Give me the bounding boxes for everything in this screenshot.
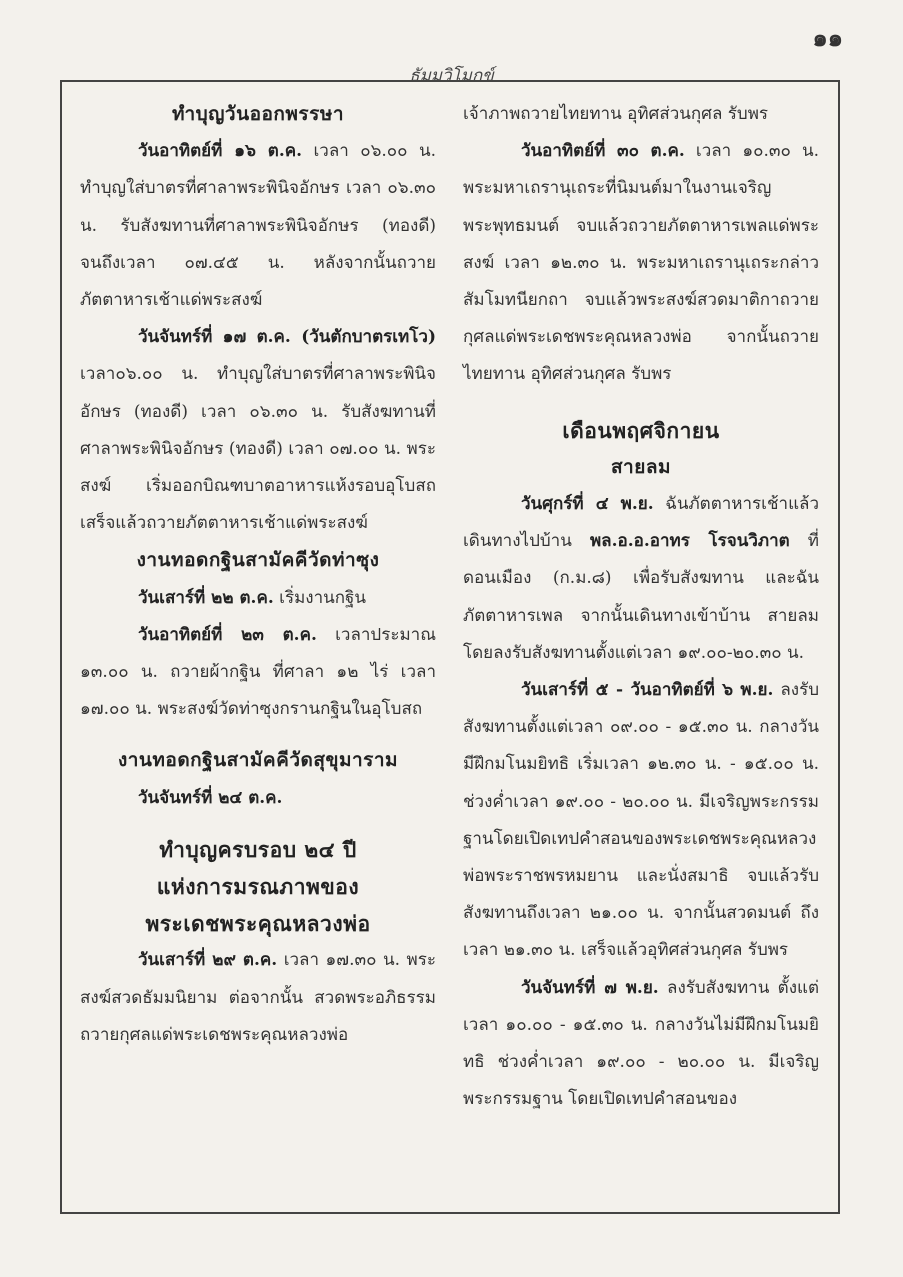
date-label: วันจันทร์ที่ ๒๔ ต.ค. (138, 787, 283, 808)
paragraph (80, 617, 436, 729)
date-label: วันอาทิตย์ที่ ๒๓ ต.ค. (138, 624, 317, 645)
heading-end-of-lent: ทำบุญวันออกพรรษา (171, 103, 345, 125)
date-label: วันศุกร์ที่ ๔ พ.ย. (521, 494, 654, 515)
paragraph (80, 319, 436, 542)
heading-sailom: สายลม (610, 455, 672, 478)
date-label: วันอาทิตย์ที่ ๓๐ ต.ค. (521, 141, 685, 162)
date-label: วันเสาร์ที่ ๒๙ ต.ค. (138, 950, 278, 971)
paragraph: เจ้าภาพถวายไทยทาน อุทิศส่วนกุศล รับพร (463, 104, 769, 124)
paragraph-text: เวลาประมาณ ๑๓.๐๐ น. ถวายผ้ากฐิน ที่ศาลา ๑๒ ไร่ เวลา ๑๗.๐๐ น. พระสงฆ์วัดท่าซุงกรานกฐินในอุโบสถ (80, 624, 436, 720)
date-label: วันอาทิตย์ที่ ๑๖ ต.ค. (138, 141, 303, 162)
paragraph-text: เวลา๐๖.๐๐ น. ทำบุญใส่บาตรที่ศาลาพระพินิจอักษร (ทองดี) เวลา ๐๖.๓๐ น. รับสังฆทานที่ศาลาพระพินิจอักษร (ทองดี) เวลา ๐๗.๐๐ น. พระสงฆ์ เริ่มออกบิณฑบาตอาหารแห้งรอบอุโบสถ เสร็จแล้วถวายภัตตาหารเช้าแด่พระสงฆ์ (80, 364, 436, 534)
paragraph-text: ลงรับสังฆทานตั้งแต่เวลา ๐๙.๐๐ - ๑๕.๓๐ น. กลางวัน มีฝึกมโนมยิทธิ เริ่มเวลา ๑๒.๓๐ น. - ๑๕.๐๐ น. ช่วงค่ำเวลา ๑๙.๐๐ - ๒๐.๐๐ น. มีเจริญพระกรรมฐานโดยเปิดเทปคำสอนของพระเดชพระคุณหลวงพ่อพระราชพรหมยาน และนั่งสมาธิ จบแล้วรับสังฆทานถึงเวลา ๒๑.๐๐ น. จากนั้นสวดมนต์ ถึงเวลา ๒๑.๓๐ น. เสร็จแล้วอุทิศส่วนกุศล รับพร (463, 680, 819, 961)
paragraph (463, 672, 819, 970)
running-title: ธัมมวิโมกข์ (409, 66, 494, 86)
paragraph-text: ลงรับสังฆทาน ตั้งแต่เวลา ๑๐.๐๐ - ๑๕.๓๐ น. กลางวันไม่มีฝึกมโนมยิทธิ ช่วงค่ำเวลา ๑๙.๐๐ - ๒๐.๐๐ น. มีเจริญพระกรรมฐาน โดยเปิดเทปคำสอนของ (463, 977, 819, 1110)
left-column (80, 96, 436, 1054)
heading-anniversary-line-1: ทำบุญครบรอบ ๒๔ ปี (159, 836, 357, 862)
heading-kathina-sukhumaram: งานทอดกฐินสามัคคีวัดสุขุมาราม (117, 749, 399, 772)
paragraph-text: เริ่มงานกฐิน (273, 587, 367, 608)
person-name: พล.อ.อ.อาทร โรจนวิภาต (589, 531, 790, 552)
paragraph-text: เวลา ๐๖.๐๐ น. ทำบุญใส่บาตรที่ศาลาพระพินิจอักษร เวลา ๐๖.๓๐ น. รับสังฆทานที่ศาลาพระพินิจอักษร (ทองดี) จนถึงเวลา ๐๗.๔๕ น. หลังจากนั้นถวายภัตตาหารเช้าแด่พระสงฆ์ (80, 141, 436, 311)
page-number: ๑๑ (812, 23, 843, 52)
paragraph (80, 942, 436, 1054)
heading-anniversary-line-3: พระเดชพระคุณหลวงพ่อ (145, 911, 371, 937)
paragraph-text: เวลา ๑๐.๓๐ น. พระมหาเถรานุเถระที่นิมนต์มาในงานเจริญพระพุทธมนต์ จบแล้วถวายภัตตาหารเพลแด่พระสงฆ์ เวลา ๑๒.๓๐ น. พระมหาเถรานุเถระกล่าวสัมโมทนียกถา จบแล้วพระสงฆ์สวดมาติกาถวายกุศลแด่พระเดชพระคุณหลวงพ่อ จากนั้นถวายไทยทาน อุทิศส่วนกุศล รับพร (463, 141, 820, 385)
date-label: วันเสาร์ที่ ๕ - วันอาทิตย์ที่ ๖ พ.ย. (521, 680, 774, 701)
paragraph-text: เวลา ๑๗.๓๐ น. พระสงฆ์สวดธัมมนิยาม ต่อจากนั้น สวดพระอภิธรรมถวายกุศลแด่พระเดชพระคุณหลวงพ่อ (80, 950, 436, 1045)
date-label: วันเสาร์ที่ ๒๒ ต.ค. (138, 587, 274, 608)
paragraph (463, 486, 819, 672)
right-column (463, 96, 819, 1118)
heading-month-november: เดือนพฤศจิกายน (562, 417, 720, 443)
paragraph (80, 580, 436, 617)
paragraph (463, 970, 819, 1119)
heading-anniversary-line-2: แห่งการมรณภาพของ (156, 874, 360, 900)
date-label: วันจันทร์ที่ ๑๗ ต.ค. (วันตักบาตรเทโว) (138, 327, 436, 348)
date-label: วันจันทร์ที่ ๗ พ.ย. (521, 977, 659, 998)
paragraph-text: ที่ดอนเมือง (ก.ม.๘) เพื่อรับสังฆทาน และฉันภัตตาหารเพล จากนั้นเดินทางเข้าบ้าน สายลม โดยลงรับสังฆทานตั้งแต่เวลา ๑๙.๐๐-๒๐.๓๐ น. (463, 531, 819, 663)
paragraph (80, 780, 436, 817)
paragraph (463, 133, 819, 393)
paragraph (80, 133, 436, 319)
paragraph-text: ฉันภัตตาหารเช้าแล้ว เดินทางไปบ้าน (463, 494, 819, 552)
heading-kathina-thasung: งานทอดกฐินสามัคคีวัดท่าซุง (136, 549, 380, 572)
